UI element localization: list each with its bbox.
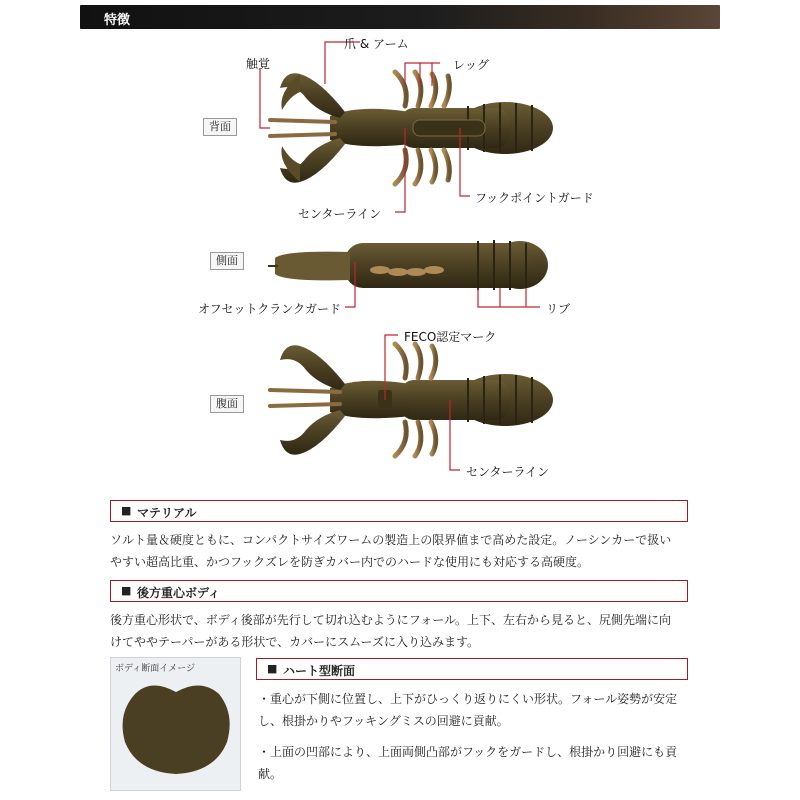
callout-rib: リブ [546,302,571,316]
section-title: 特徴 [104,13,131,28]
section-marker: ■ [267,662,278,675]
section-rear-weight-title: 後方重心ボディ [137,586,221,600]
section-marker: ■ [121,584,132,597]
heart-bullet-2-text: ・上面の凹部により、上面両側凸部がフックをガードし、根掛かり回避にも貢献。 [258,745,678,781]
callout-feco-mark: FECO認定マーク [404,330,497,344]
view-label-back: 背面 [203,118,237,136]
rear-weight-text [110,609,690,653]
rear-weight-text-line-2: けてややテーパーがある形状で、カバーにスムーズに入り込みます。 [110,635,480,649]
section-header-bar [80,5,720,29]
body-image-caption: ボディ断面イメージ [115,664,196,674]
heart-bullet-1-line-1: ・重心が下側に位置し、上下がひっくり返りにくい形状。フォール姿勢が安定 [258,692,678,706]
material-text-line-2: やすい超高比重、かつフックズレを防ぎカバー内でのハードな使用にも対応する高硬度。 [110,555,590,569]
callout-hook-point-guard: フックポイントガード [475,191,594,205]
body-cross-section-image [110,657,241,791]
callout-leg: レッグ [453,58,489,72]
section-heart-heading [256,658,688,680]
callout-feeler: 触覚 [246,57,271,71]
lure-side-view [268,240,548,290]
heart-bullet-1-line-2: し、根掛かりやフッキングミスの回避に貢献。 [258,714,509,728]
rear-weight-text-line-1: 後方重心形状で、ボディ後部が先行して切れ込むようにフォール。上下、左右から見ると、尻側先端に向 [110,613,672,627]
lure-belly-view [270,344,553,456]
section-material-heading [110,500,688,522]
section-material-title: マテリアル [137,506,197,520]
callout-offset-crank-guard: オフセットクランクガード [198,302,342,316]
lure-illustration [0,30,800,495]
heart-bullet-2 [258,741,698,785]
material-text [110,529,690,573]
section-marker: ■ [121,504,132,517]
material-text-line-1: ソルト量＆硬度ともに、コンパクトサイズワームの製造上の限界値まで高めた設定。ノーシンカーで扱い [110,533,672,547]
heart-bullet-1 [258,688,698,732]
callout-center-line-back: センターライン [298,207,382,221]
heart-cross-section-shape [111,658,242,792]
view-label-side: 側面 [210,252,244,270]
lure-diagram [0,30,800,495]
section-heart-title: ハート型断面 [283,664,356,678]
section-rear-weight-heading [110,580,688,602]
callout-claw-arm: 爪 & アーム [344,37,409,51]
callout-center-line-belly: センターライン [466,465,550,479]
lure-back-view [270,72,553,184]
view-label-belly: 腹面 [210,395,244,413]
